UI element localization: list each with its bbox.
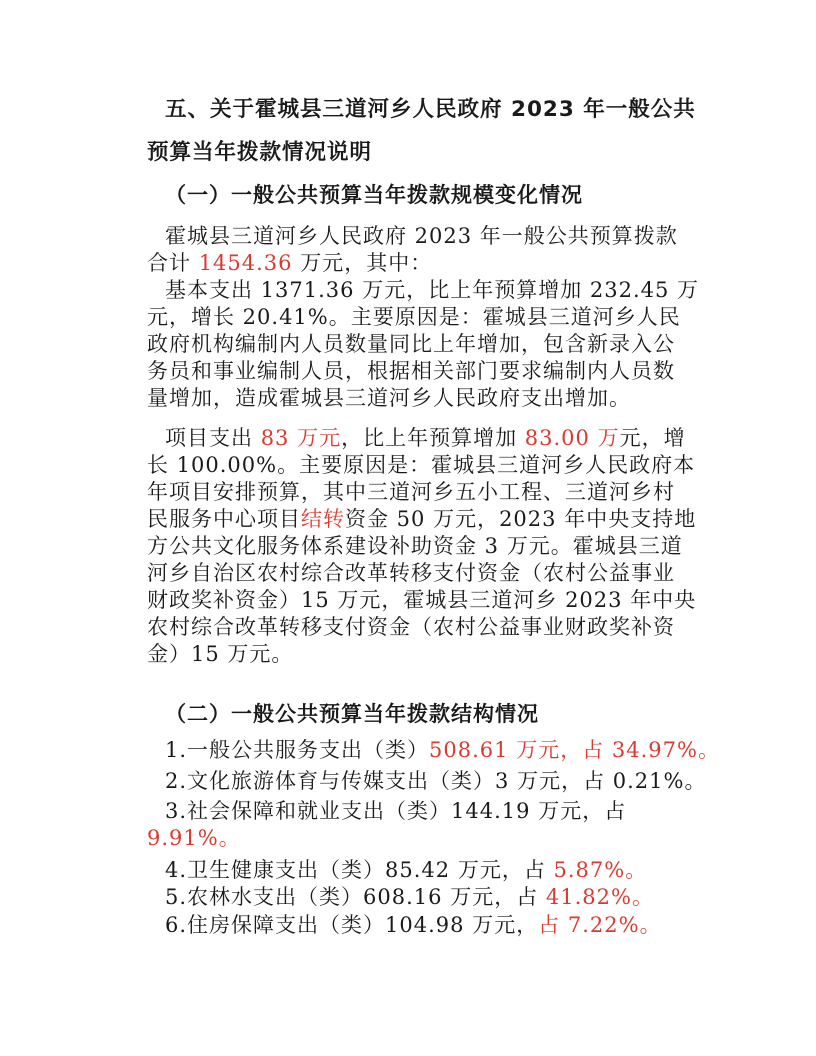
paragraph-3-line-4 xyxy=(147,505,696,533)
increase-amount-highlight: 83.00 万 xyxy=(524,426,620,450)
list-item xyxy=(165,883,654,911)
section-2-title: （二）一般公共预算当年拨款结构情况 xyxy=(165,702,539,726)
text-span: 元，增 xyxy=(619,426,686,450)
paragraph-3-line-6: 河乡自治区农村综合改革转移支付资金（农村公益事业 xyxy=(147,561,675,585)
project-amount-highlight: 83 万元 xyxy=(260,426,342,450)
paragraph-2-line-4: 务员和事业编制人员，根据相关部门要求编制内人员数 xyxy=(147,359,675,383)
list-item xyxy=(165,797,626,825)
list-item-highlight: 9.91%。 xyxy=(147,826,241,850)
list-item xyxy=(165,911,662,939)
text-span: 资金 50 万元，2023 年中央支持地 xyxy=(345,507,697,531)
list-item-text: 3.社会保障和就业支出（类）144.19 万元，占 xyxy=(165,799,627,823)
section-1-title: （一）一般公共预算当年拨款规模变化情况 xyxy=(165,183,583,207)
carryover-highlight: 结转 xyxy=(301,507,345,531)
paragraph-2-line-5: 量增加，造成霍城县三道河乡人民政府支出增加。 xyxy=(147,386,631,410)
list-item-highlight: 508.61 万元，占 34.97%。 xyxy=(429,738,720,762)
list-item xyxy=(165,856,647,884)
list-item-continuation xyxy=(147,824,241,852)
paragraph-3-line-3: 年项目安排预算，其中三道河乡五小工程、三道河乡村 xyxy=(147,480,675,504)
list-item-text: 2.文化旅游体育与传媒支出（类）3 万元，占 0.21%。 xyxy=(165,769,707,793)
text-span: 合计 xyxy=(147,251,199,275)
list-item-highlight: 5.87%。 xyxy=(553,858,648,882)
text-span: 万元，其中： xyxy=(292,251,433,275)
list-item-text: 4.卫生健康支出（类）85.42 万元，占 xyxy=(165,858,554,882)
paragraph-3-line-2: 长 100.00%。主要原因是：霍城县三道河乡人民政府本 xyxy=(147,453,696,477)
list-item xyxy=(165,767,706,795)
paragraph-1-line-1: 霍城县三道河乡人民政府 2023 年一般公共预算拨款 xyxy=(165,224,678,248)
paragraph-3-line-7: 财政奖补资金）15 万元，霍城县三道河乡 2023 年中央 xyxy=(147,588,697,612)
paragraph-3-line-5: 方公共文化服务体系建设补助资金 3 万元。霍城县三道 xyxy=(147,534,683,558)
paragraph-3-line-8: 农村综合改革转移支付资金（农村公益事业财政奖补资 xyxy=(147,615,675,639)
text-span: 民服务中心项目 xyxy=(147,507,301,531)
paragraph-2-line-3: 政府机构编制内人员数量同比上年增加，包含新录入公 xyxy=(147,332,675,356)
list-item-text: 5.农林水支出（类）608.16 万元，占 xyxy=(165,885,546,909)
paragraph-2-line-2: 元，增长 20.41%。主要原因是：霍城县三道河乡人民 xyxy=(147,305,681,329)
main-heading-line-1: 五、关于霍城县三道河乡人民政府 2023 年一般公共 xyxy=(165,97,696,122)
list-item-text: 6.住房保障支出（类）104.98 万元， xyxy=(165,913,539,937)
list-item-highlight: 41.82%。 xyxy=(545,885,654,909)
list-item xyxy=(165,736,720,764)
paragraph-3-line-9: 金）15 万元。 xyxy=(147,642,294,666)
total-amount-highlight: 1454.36 xyxy=(198,251,293,275)
text-span: 项目支出 xyxy=(165,426,261,450)
list-item-text: 1.一般公共服务支出（类） xyxy=(165,738,430,762)
paragraph-3-line-1 xyxy=(165,424,686,452)
text-span: ，比上年预算增加 xyxy=(341,426,525,450)
paragraph-2-line-1: 基本支出 1371.36 万元，比上年预算增加 232.45 万 xyxy=(165,278,700,302)
list-item-highlight: 占 7.22%。 xyxy=(538,913,662,937)
main-heading-line-2: 预算当年拨款情况说明 xyxy=(147,140,373,165)
paragraph-1-line-2 xyxy=(147,249,432,277)
